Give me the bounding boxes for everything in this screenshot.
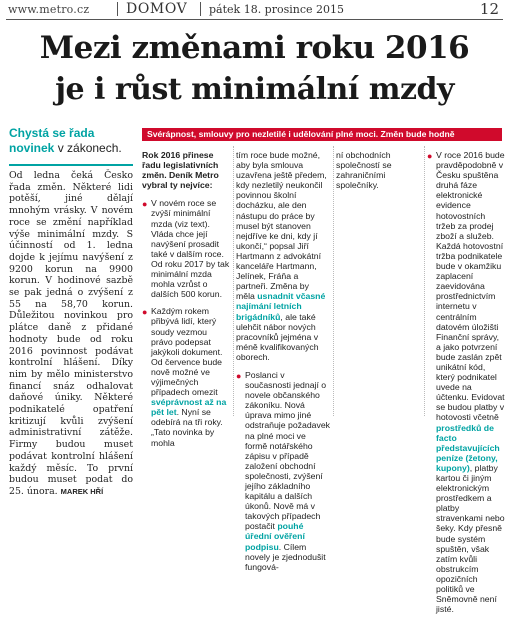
highlight-text: pouhé úřední ověření podpisu: [245, 521, 305, 552]
list-item-continued: [236, 150, 330, 362]
sidebar-banner: Svérápnost, smlouvy pro nezletilé i udělování plné moci. Změn bude hodně: [142, 128, 502, 141]
header-separator: [200, 2, 201, 16]
header-separator: [117, 2, 118, 16]
highlight-text: svéprávnost až na pět let: [151, 397, 227, 418]
list-item-text: Poslanci v současnosti jednají o novele občanského zákoníku. Nová úprava mimo jiné odstraňuje požadavek na plné moci ve formě notářského zápisu v případě založení obchodní společnosti, zvýšení jejího základního kapitálu a dalších úkonů. Nově má v takových případech postačit: [245, 369, 331, 532]
list-item: [142, 306, 230, 447]
highlight-text: usnadnit včasné najímání letních brigádníků: [236, 291, 326, 322]
list-item-text: V novém roce se zvýší minimální mzda (viz text). Vláda chce její navýšení prosadit také v dalším roce. Od roku 2017 by tak minimální mzda mohla vzrůst o dalších 500 korun.: [151, 198, 230, 300]
list-item-text: . Nyní se odebírá na tři roky. „Tato novinka by mohla: [151, 407, 223, 448]
sidebar-column-2: [236, 150, 330, 579]
bullet-icon: ●: [427, 151, 433, 161]
column-divider: [424, 146, 425, 416]
byline: MAREK HŘÍ: [60, 486, 104, 496]
sidebar-column-4: [427, 150, 506, 621]
list-item: [427, 150, 506, 614]
header-rule: [6, 19, 503, 20]
bullet-icon: ●: [142, 307, 148, 318]
sidebar-intro: Rok 2016 přinese řadu legislativních změn. Deník Metro vybral ty nejvíce:: [142, 150, 219, 191]
sidebar-column-1: [142, 150, 230, 455]
list-item-text: Každým rokem přibývá lidí, který soudy vezmou právo podepsat jakýkoli dokument. Od července bude nově možné ve výjimečných případech omezit: [151, 306, 223, 398]
list-item-text: , ale také ulehčit nábor nových pracovníků jejména v méně kvalifikovaných oborech.: [236, 311, 319, 362]
sidebar-column-3: [336, 150, 420, 198]
bullet-icon: ●: [236, 370, 242, 381]
page-number: 12: [479, 0, 499, 18]
lead-text: [9, 126, 133, 156]
lead-highlight: Chystá se řada novinek: [9, 126, 95, 155]
highlight-text: prostředků de facto představujících peníze (žetony, kupony): [436, 422, 500, 473]
article-text: Od ledna čeká Česko řada změn. Některé lidi potěší, jiné dělají mnohým vrásky. V novém roce se změní například výše minimální mzdy. S účinností od 1. ledna dojde k jejímu navýšení z 9200 korun na 9900 korun. V hodinové sazbě se pak jedná o zvýšení z 55 na 58,70 korun. Důležitou novinkou pro plátce daně z přidané hodnoty bude od roku 2016 povinnost podávat kontrolní hlášení. Díky nim by mělo ministerstvo financí snáz odhalovat daňové úniky. Některé podnikatelé opatření kritizují kvůli zvýšení administrativní zátěže. Firmy budou muset podávat kontrolní hlášení každý měsíc. To první budou muset podat do 25. února.: [9, 170, 133, 497]
list-item-text: . Cílem novely je zjednodušit fungová-: [245, 541, 326, 572]
section-name: DOMOV: [126, 1, 188, 17]
lead-rest: v zákonech.: [57, 141, 122, 155]
column-divider: [233, 146, 234, 416]
headline-line-1: Mezi změnami roku 2016: [39, 30, 470, 66]
lead-divider: [9, 164, 133, 166]
list-item: [236, 370, 330, 572]
bullet-icon: ●: [142, 199, 148, 210]
page-header: [0, 0, 509, 20]
column-divider: [333, 146, 334, 416]
list-item-text: , platby kartou či jiným elektronickým prostředkem a platby stravenkami nebo šeky. Kdy přesně bude systém spuštěn, však zatím kvůli obstrukcím opozičních politiků ve Sněmovně není jisté.: [436, 462, 505, 615]
list-item-continued: ní obchodních společností se zahraničními společníky.: [336, 150, 392, 191]
headline-line-2: je i růst minimální mzdy: [55, 72, 454, 107]
list-item: [142, 198, 230, 299]
list-item-text: V roce 2016 bude pravděpodobně v Česku spuštěna druhá fáze elektronické evidence hotovostních tržeb za prodej zboží a služeb. Každá hotovostní tržba podnikatele bude v okamžiku zaplacení zaevidována prostřednictvím internetu v centrálním datovém úložišti Finanční správy, a jako potvrzení bude zaslán zpět unikátní kód, který podnikatel uvede na účtenku. Evidovat se budou platby v hotovosti včetně: [436, 150, 505, 423]
article-body: [9, 170, 133, 498]
site-url: www.metro.cz: [8, 3, 90, 16]
list-item-text: tím roce bude možné, aby byla smlouva uzavřena ještě předem, kdy nezletilý neukončil povinnou školní docházku, ale den nástupu do práce by musel být stanoven nejdříve ke dni, kdy jí ukončí,“ popsal Jiří Hartmann z advokátní kanceláře Hartmann, Jelínek, Fráňa a partneři. Změna by měla: [236, 150, 327, 302]
issue-date: pátek 18. prosince 2015: [209, 3, 345, 16]
